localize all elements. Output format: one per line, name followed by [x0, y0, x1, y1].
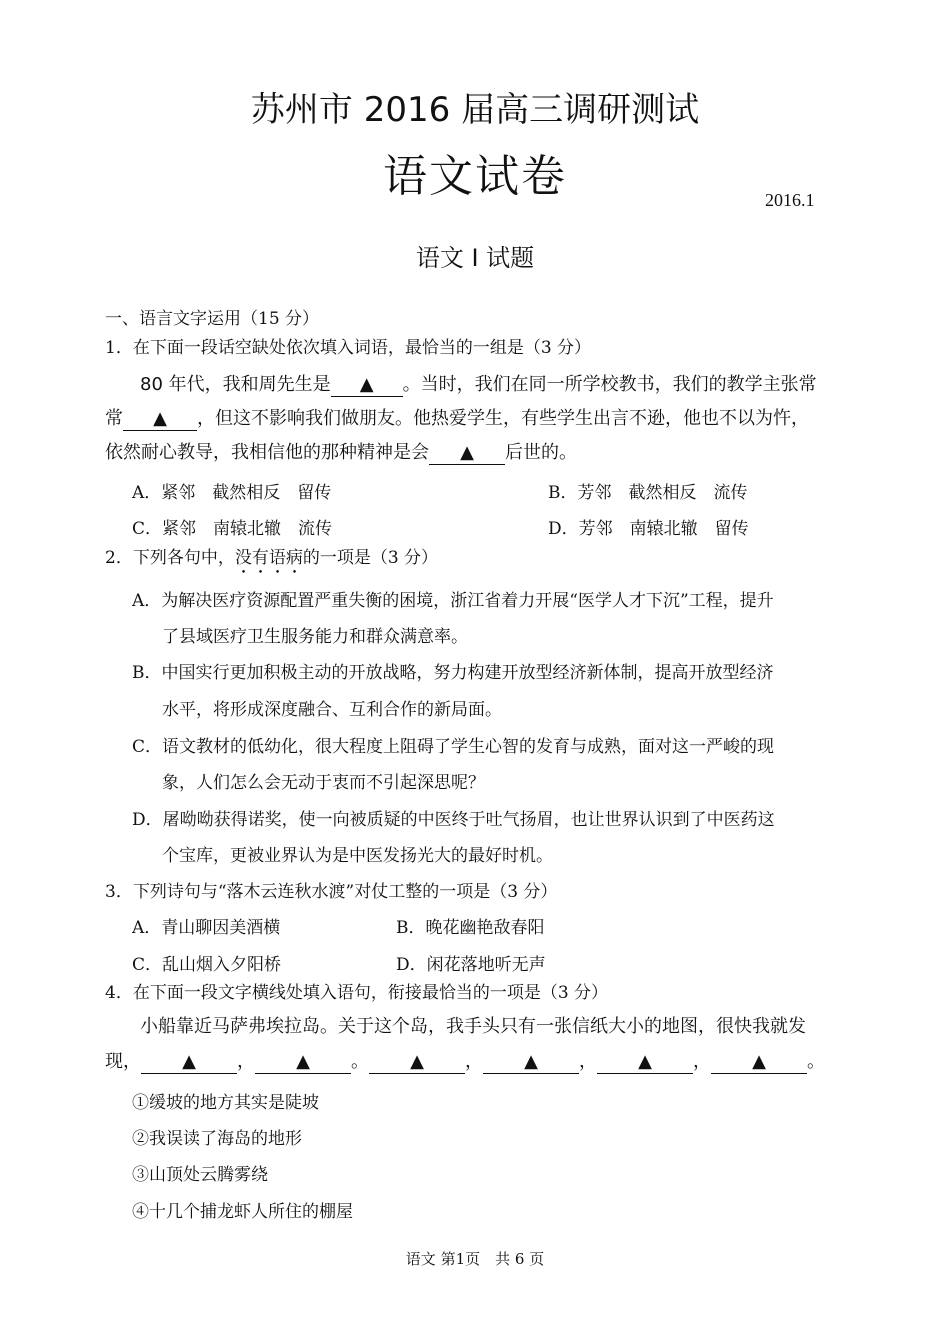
q4-passage-line1: 小船靠近马萨弗埃拉岛。关于这个岛，我手头只有一张信纸大小的地图，很快我就发: [140, 1016, 806, 1037]
q3-stem: 3．下列诗句与“落木云连秋水渡”对仗工整的一项是（3 分）: [105, 882, 558, 902]
q1-passage-text: 80 年代，我和周先生是: [140, 374, 331, 395]
punctuation: ，: [237, 1051, 255, 1072]
punctuation: ，: [465, 1051, 483, 1072]
q2-option-b-line1: B．中国实行更加积极主动的开放战略，努力构建开放型经济新体制，提高开放型经济: [132, 663, 774, 683]
exam-title-line2: 语文试卷: [383, 151, 567, 202]
q1-option-d: D．芳邻 南辕北辙 留传: [548, 519, 749, 539]
q1-passage-text: 后世的。: [505, 442, 577, 463]
q1-passage-text: 常: [105, 408, 123, 429]
answer-blank: ▲: [483, 1051, 579, 1074]
q3-option-a: A．青山聊因美酒横: [132, 918, 281, 938]
q2-stem: [105, 543, 438, 578]
q4-passage-line2: [105, 1047, 825, 1074]
q1-option-b: B．芳邻 截然相反 流传: [548, 483, 748, 503]
q2-option-a-line1: A．为解决医疗资源配置严重失衡的困境，浙江省着力开展“医学人才下沉”工程，提升: [132, 591, 774, 611]
answer-blank: ▲: [255, 1051, 351, 1074]
q2-option-a-line2: 了县域医疗卫生服务能力和群众满意率。: [162, 627, 468, 647]
punctuation: ，: [579, 1051, 597, 1072]
q1-passage-text: ，但这不影响我们做朋友。他热爱学生，有些学生出言不逊，他也不以为忤，: [197, 408, 809, 429]
q1-stem: 1．在下面一段话空缺处依次填入词语，最恰当的一组是（3 分）: [105, 338, 592, 358]
q3-option-d: D．闲花落地听无声: [396, 955, 546, 975]
q4-passage-text: 现，: [105, 1051, 141, 1072]
punctuation: ，: [693, 1051, 711, 1072]
q4-item-4: ④十几个捕龙虾人所住的棚屋: [132, 1202, 353, 1222]
answer-blank: ▲: [369, 1051, 465, 1074]
punctuation: 。: [351, 1051, 369, 1072]
q4-item-3: ③山顶处云腾雾绕: [132, 1165, 268, 1185]
exam-subtitle: 语文 I 试题: [415, 244, 535, 272]
exam-title-line1: 苏州市 2016 届高三调研测试: [250, 90, 700, 130]
q2-option-c-line1: C．语文教材的低幼化，很大程度上阻碍了学生心智的发育与成熟，面对这一严峻的现: [132, 737, 775, 757]
answer-blank: ▲: [331, 374, 403, 397]
q2-stem-text: 2．下列各句中，: [105, 548, 235, 568]
q2-stem-emphasis: 没有语病: [234, 548, 303, 568]
q3-option-c: C．乱山烟入夕阳桥: [132, 955, 282, 975]
answer-blank: ▲: [597, 1051, 693, 1074]
q2-option-d-line1: D．屠呦呦获得诺奖，使一向被质疑的中医终于吐气扬眉，也让世界认识到了中医药这: [132, 810, 775, 830]
answer-blank: ▲: [711, 1051, 807, 1074]
q2-option-c-line2: 象，人们怎么会无动于衷而不引起深思呢？: [162, 773, 485, 793]
answer-blank: ▲: [123, 408, 197, 431]
q1-passage-text: 。当时，我们在同一所学校教书，我们的教学主张常: [402, 374, 817, 395]
q4-item-2: ②我误读了海岛的地形: [132, 1129, 302, 1149]
section-heading: 一、语言文字运用（15 分）: [105, 309, 320, 329]
q2-stem-text: 的一项是（3 分）: [302, 548, 439, 568]
q1-passage-line2: [105, 404, 809, 431]
q1-passage-line3: [105, 438, 577, 465]
exam-date: 2016.1: [765, 190, 815, 210]
q1-passage-text: 依然耐心教导，我相信他的那种精神是会: [105, 442, 429, 463]
page-footer: 语文 第1页 共 6 页: [405, 1250, 545, 1268]
q4-stem: 4．在下面一段文字横线处填入语句，衔接最恰当的一项是（3 分）: [105, 983, 609, 1003]
answer-blank: ▲: [141, 1051, 237, 1074]
q4-item-1: ①缓坡的地方其实是陡坡: [132, 1093, 319, 1113]
q1-passage-line1: [140, 370, 817, 397]
q1-option-a: A．紧邻 截然相反 留传: [132, 483, 332, 503]
answer-blank: ▲: [429, 442, 505, 465]
q1-option-c: C．紧邻 南辕北辙 流传: [132, 519, 333, 539]
q2-option-b-line2: 水平，将形成深度融合、互利合作的新局面。: [162, 700, 502, 720]
q3-option-b: B．晚花幽艳敌春阳: [396, 918, 545, 938]
punctuation: 。: [807, 1051, 825, 1072]
q2-option-d-line2: 个宝库，更被业界认为是中医发扬光大的最好时机。: [162, 846, 553, 866]
